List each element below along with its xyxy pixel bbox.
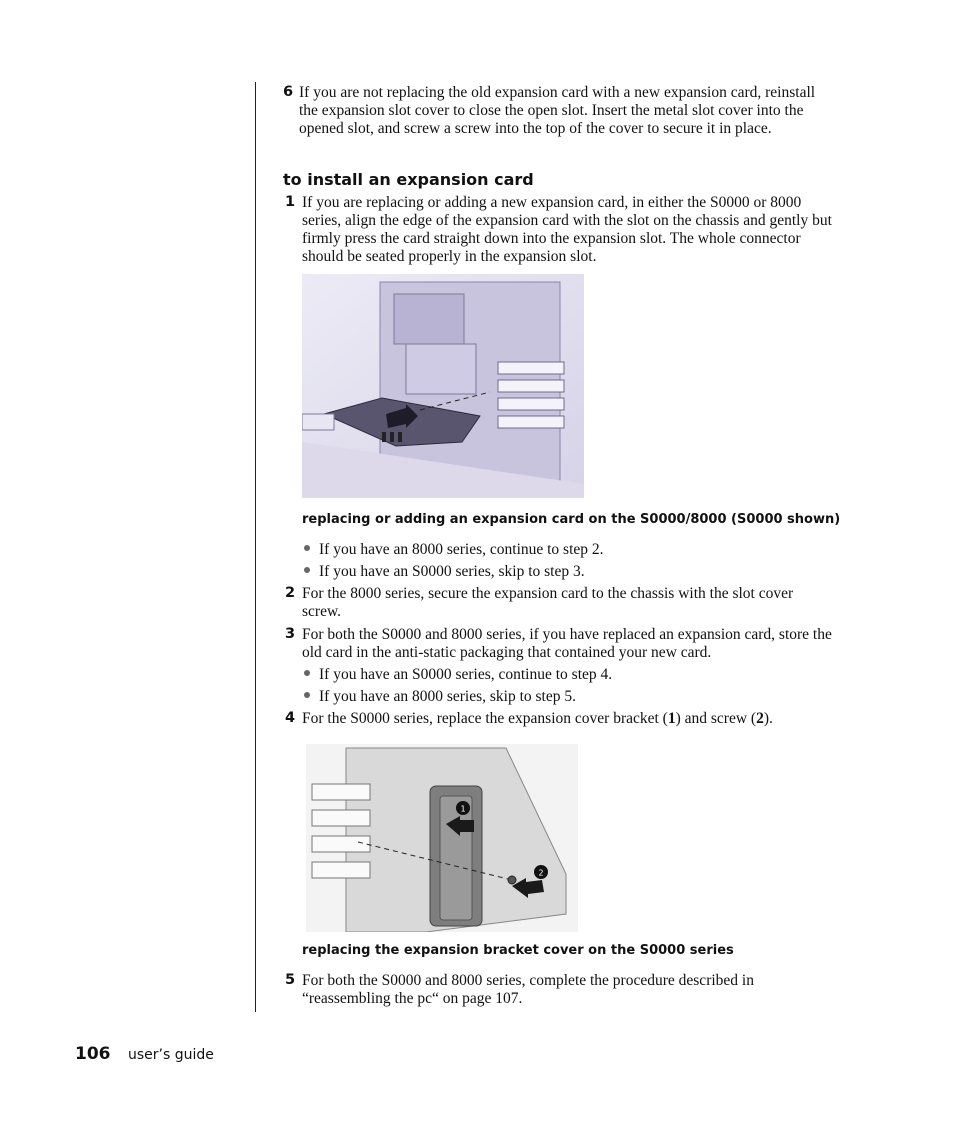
margin-rule: [255, 82, 256, 1012]
bullet-icon: [304, 670, 310, 676]
step-number: 2: [285, 585, 296, 601]
section-heading: to install an expansion card: [283, 170, 534, 189]
step-2-text: For the 8000 series, secure the expansion card to the chassis with the slot cover screw.: [302, 585, 794, 620]
list-item: If you have an 8000 series, continue to step 2.: [304, 541, 604, 559]
page-number: 106: [75, 1044, 111, 1064]
callout-2: 2: [538, 868, 544, 878]
list-item: If you have an 8000 series, skip to step 5.: [304, 688, 576, 706]
step-3-text: For both the S0000 and 8000 series, if you have replaced an expansion card, store the old card in the anti-static packaging that contained your new card.: [302, 626, 832, 661]
step-5-text: For both the S0000 and 8000 series, complete the procedure described in “reassembling the pc“ on page 107.: [302, 972, 754, 1007]
bullet-icon: [304, 545, 310, 551]
list-item: If you have an S0000 series, continue to step 4.: [304, 666, 612, 684]
step-number: 3: [285, 626, 296, 642]
figure-2-caption: replacing the expansion bracket cover on the S0000 series: [302, 943, 734, 958]
step-6-text: If you are not replacing the old expansion card with a new expansion card, reinstall the expansion slot cover to close the open slot. Insert the metal slot cover into the opened slot, and screw a screw into the top of the cover to secure it in place.: [299, 84, 816, 137]
step-4-text: For the S0000 series, replace the expansion cover bracket (1) and screw (2).: [302, 710, 773, 727]
bullet-icon: [304, 567, 310, 573]
step-number: 4: [285, 710, 296, 726]
figure-1-caption: replacing or adding an expansion card on the S0000/8000 (S0000 shown): [302, 512, 841, 527]
expansion-bracket-cover-figure: [306, 744, 578, 932]
footer-label: user’s guide: [128, 1047, 214, 1063]
step-1-text: If you are replacing or adding a new expansion card, in either the S0000 or 8000 series, align the edge of the expansion card with the slot on the chassis and gently but firmly press the card straight down into the expansion slot. The whole connector should be seated properly in the expansion slot.: [302, 194, 832, 265]
list-item: If you have an S0000 series, skip to step 3.: [304, 563, 585, 581]
expansion-card-install-figure: [302, 274, 584, 498]
step-number: 5: [285, 972, 296, 988]
step-number: 1: [285, 194, 296, 210]
bullet-icon: [304, 692, 310, 698]
step-number: 6: [283, 84, 294, 100]
callout-1: 1: [460, 804, 466, 814]
